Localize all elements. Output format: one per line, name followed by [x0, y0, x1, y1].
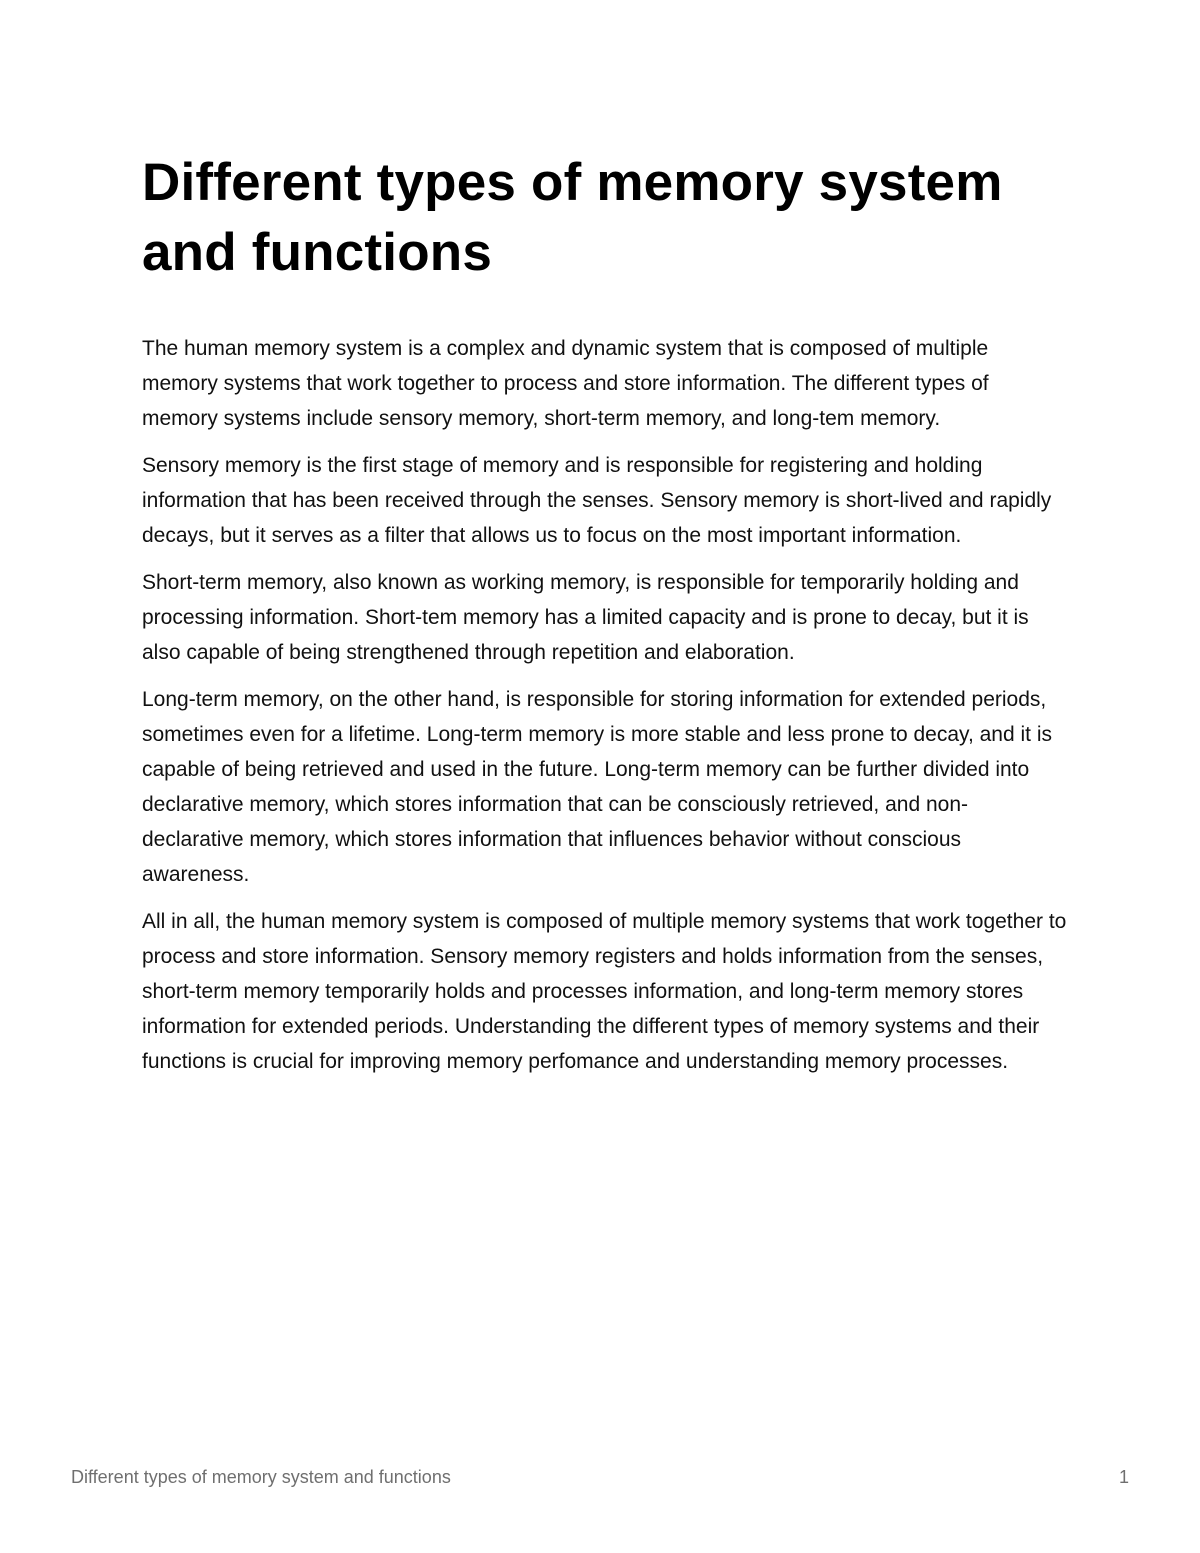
paragraph-intro: The human memory system is a complex and dynamic system that is composed of multiple memory systems that work together to process and store information. The different types of memory systems include sensory memory, short-term memory, and long-tem memory.: [142, 337, 989, 430]
page-number: 1: [1118, 1467, 1129, 1487]
paragraph-sensory-memory: Sensory memory is the first stage of memory and is responsible for registering and holding information that has been received through the senses. Sensory memory is short-lived and rapidly decays, but it serves as a filter that allows us to focus on the most important information.: [142, 454, 1052, 547]
body-text: [142, 331, 1067, 1079]
paragraph-short-term-memory: Short-term memory, also known as working memory, is responsible for temporarily holding and processing information. Short-tem memory has a limited capacity and is prone to decay, but it is also capable of being strengthened through repetition and elaboration.: [142, 571, 1029, 664]
paragraph-conclusion: All in all, the human memory system is composed of multiple memory systems that work together to process and store information. Sensory memory registers and holds information from the senses, short-term memory temporarily holds and processes information, and long-term memory stores information for extended periods. Understanding the different types of memory systems and their functions is crucial for improving memory perfomance and understanding memory processes.: [142, 910, 1067, 1073]
page-title: Different types of memory system and functions: [142, 153, 1003, 282]
footer-title: Different types of memory system and functions: [71, 1467, 451, 1487]
page-content: [142, 148, 1067, 1091]
page-footer: [71, 1464, 1129, 1490]
paragraph-long-term-memory: Long-term memory, on the other hand, is responsible for storing information for extended periods, sometimes even for a lifetime. Long-term memory is more stable and less prone to decay, and it is capable of being retrieved and used in the future. Long-term memory can be further divided into declarative memory, which stores information that can be consciously retrieved, and non-declarative memory, which stores information that influences behavior without conscious awareness.: [142, 688, 1053, 886]
